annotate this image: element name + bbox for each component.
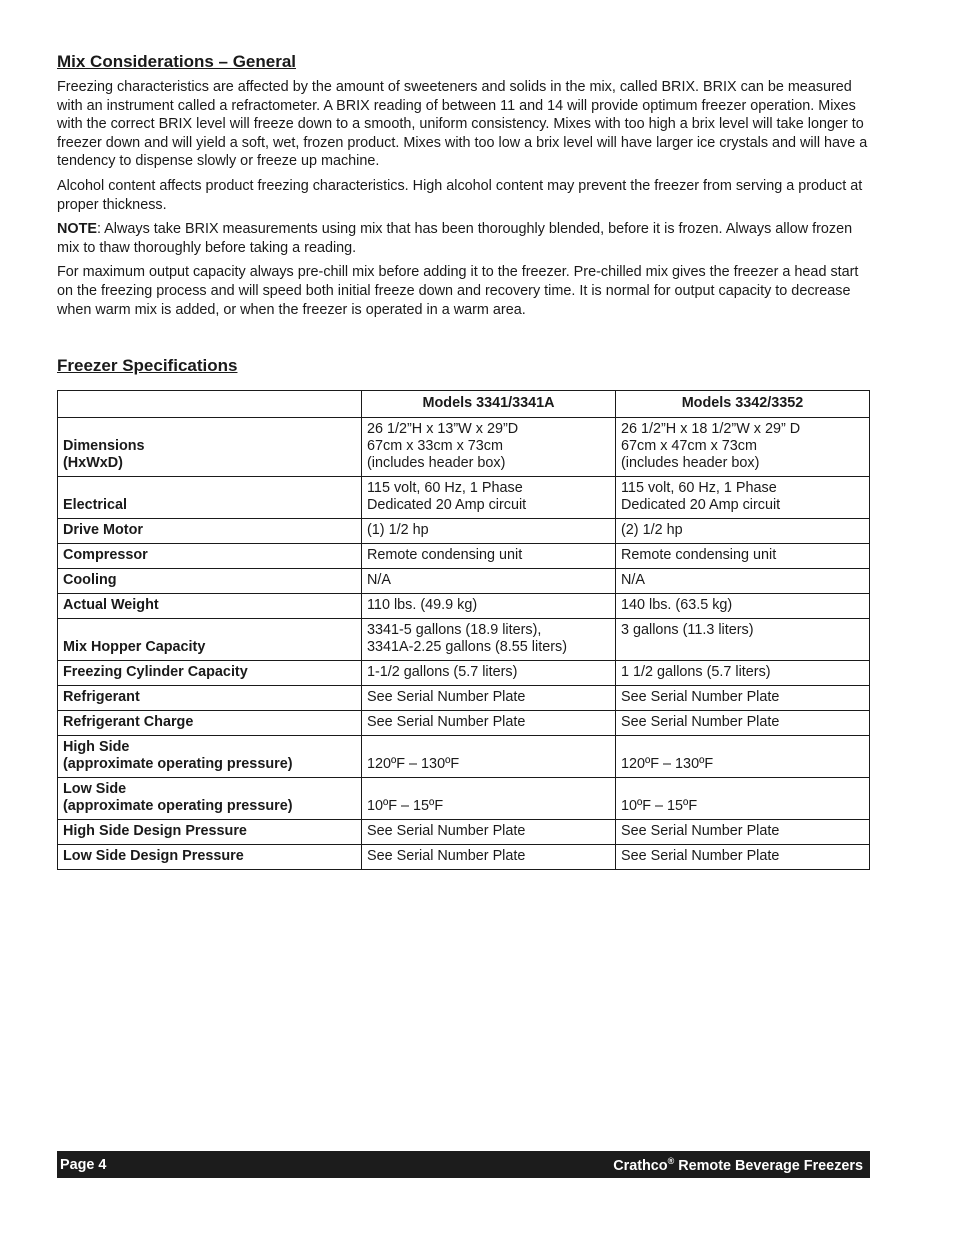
spec-label: High Side Design Pressure	[58, 820, 362, 845]
specs-table	[57, 390, 870, 870]
spec-label: Freezing Cylinder Capacity	[58, 661, 362, 686]
registered-mark: ®	[667, 1155, 675, 1166]
spec-value-3341: N/A	[362, 569, 616, 594]
table-row	[58, 820, 870, 845]
spec-value-3342: See Serial Number Plate	[616, 686, 870, 711]
spec-value-3341: Remote condensing unit	[362, 544, 616, 569]
table-row	[58, 661, 870, 686]
table-row	[58, 519, 870, 544]
spec-label: Cooling	[58, 569, 362, 594]
spec-label: Compressor	[58, 544, 362, 569]
spec-value-3342: 120ºF – 130ºF	[616, 736, 870, 778]
spec-value-3341: See Serial Number Plate	[362, 845, 616, 870]
footer-product: Remote Beverage Freezers	[674, 1157, 863, 1174]
page-footer	[57, 1151, 870, 1178]
spec-value-3341: 115 volt, 60 Hz, 1 Phase Dedicated 20 Amp circuit	[362, 477, 616, 519]
spec-label: High Side (approximate operating pressure)	[58, 736, 362, 778]
spec-value-3342: 140 lbs. (63.5 kg)	[616, 594, 870, 619]
spec-label: Drive Motor	[58, 519, 362, 544]
table-row	[58, 569, 870, 594]
spec-value-3342: N/A	[616, 569, 870, 594]
spec-value-3341: 3341-5 gallons (18.9 liters), 3341A-2.25 gallons (8.55 liters)	[362, 619, 616, 661]
spec-label: Refrigerant	[58, 686, 362, 711]
footer-brand: Crathco	[613, 1157, 668, 1174]
spec-label: Electrical	[58, 477, 362, 519]
spec-value-3341: (1) 1/2 hp	[362, 519, 616, 544]
table-row	[58, 477, 870, 519]
note-text: : Always take BRIX measurements using mix that has been thoroughly blended, before it is frozen. Always allow frozen mix to thaw thoroughly before taking a reading.	[57, 221, 853, 256]
spec-label: Actual Weight	[58, 594, 362, 619]
header-cell-models-3341: Models 3341/3341A	[362, 391, 616, 418]
spec-value-3341: 1-1/2 gallons (5.7 liters)	[362, 661, 616, 686]
spec-value-3342: See Serial Number Plate	[616, 711, 870, 736]
spec-value-3342: (2) 1/2 hp	[616, 519, 870, 544]
table-row	[58, 619, 870, 661]
spec-value-3342: See Serial Number Plate	[616, 845, 870, 870]
spec-value-3342: 1 1/2 gallons (5.7 liters)	[616, 661, 870, 686]
specs-header-row	[58, 391, 870, 418]
note-label: NOTE	[57, 221, 97, 238]
table-row	[58, 686, 870, 711]
table-row	[58, 544, 870, 569]
spec-value-3341: 26 1/2”H x 13”W x 29”D 67cm x 33cm x 73cm (includes header box)	[362, 418, 616, 477]
spec-value-3341: See Serial Number Plate	[362, 686, 616, 711]
spec-label: Low Side Design Pressure	[58, 845, 362, 870]
page-content	[57, 50, 870, 870]
table-row	[58, 594, 870, 619]
spec-value-3342: See Serial Number Plate	[616, 820, 870, 845]
spec-value-3342: Remote condensing unit	[616, 544, 870, 569]
table-row	[58, 778, 870, 820]
table-row	[58, 845, 870, 870]
mix-note	[57, 220, 870, 257]
spec-value-3342: 115 volt, 60 Hz, 1 Phase Dedicated 20 Amp circuit	[616, 477, 870, 519]
spec-value-3341: 10ºF – 15ºF	[362, 778, 616, 820]
table-row	[58, 711, 870, 736]
spec-label: Dimensions (HxWxD)	[58, 418, 362, 477]
spec-label: Refrigerant Charge	[58, 711, 362, 736]
header-cell-models-3342: Models 3342/3352	[616, 391, 870, 418]
spec-label: Low Side (approximate operating pressure)	[58, 778, 362, 820]
spec-value-3341: See Serial Number Plate	[362, 711, 616, 736]
header-cell-blank	[58, 391, 362, 418]
spec-value-3342: 26 1/2”H x 18 1/2”W x 29” D 67cm x 47cm x 73cm (includes header box)	[616, 418, 870, 477]
spec-value-3342: 3 gallons (11.3 liters)	[616, 619, 870, 661]
spec-value-3341: 110 lbs. (49.9 kg)	[362, 594, 616, 619]
specs-heading: Freezer Specifications	[57, 356, 238, 376]
mix-paragraph-alcohol: Alcohol content affects product freezing characteristics. High alcohol content may prevent the freezer from serving a product at proper thickness.	[57, 177, 863, 213]
spec-value-3342: 10ºF – 15ºF	[616, 778, 870, 820]
spec-value-3341: 120ºF – 130ºF	[362, 736, 616, 778]
spec-label: Mix Hopper Capacity	[58, 619, 362, 661]
footer-title	[613, 1156, 863, 1174]
mix-paragraph-brix: Freezing characteristics are affected by the amount of sweeteners and solids in the mix, called BRIX. BRIX can be measured with an instrument called a refractometer. A BRIX reading of between 11 and 14 will provide optimum freezer operation. Mixes with the correct BRIX level will freeze down to a smooth, uniform consistency. Mixes with too high a brix level will take longer to freezer down and will yield a soft, wet, frozen product. Mixes with too low a brix level will have larger ice crystals and will have a tendency to dispense slowly or freeze up machine.	[57, 79, 868, 170]
table-row	[58, 736, 870, 778]
spec-value-3341: See Serial Number Plate	[362, 820, 616, 845]
table-row	[58, 418, 870, 477]
mix-heading: Mix Considerations – General	[57, 52, 297, 71]
page-number: Page 4	[60, 1156, 107, 1173]
mix-paragraph-prechill: For maximum output capacity always pre-chill mix before adding it to the freezer. Pre-chilled mix gives the freezer a head start on the freezing process and will speed both initial freeze down and recovery time. It is normal for output capacity to decrease when warm mix is added, or when the freezer is operated in a warm area.	[57, 264, 859, 318]
